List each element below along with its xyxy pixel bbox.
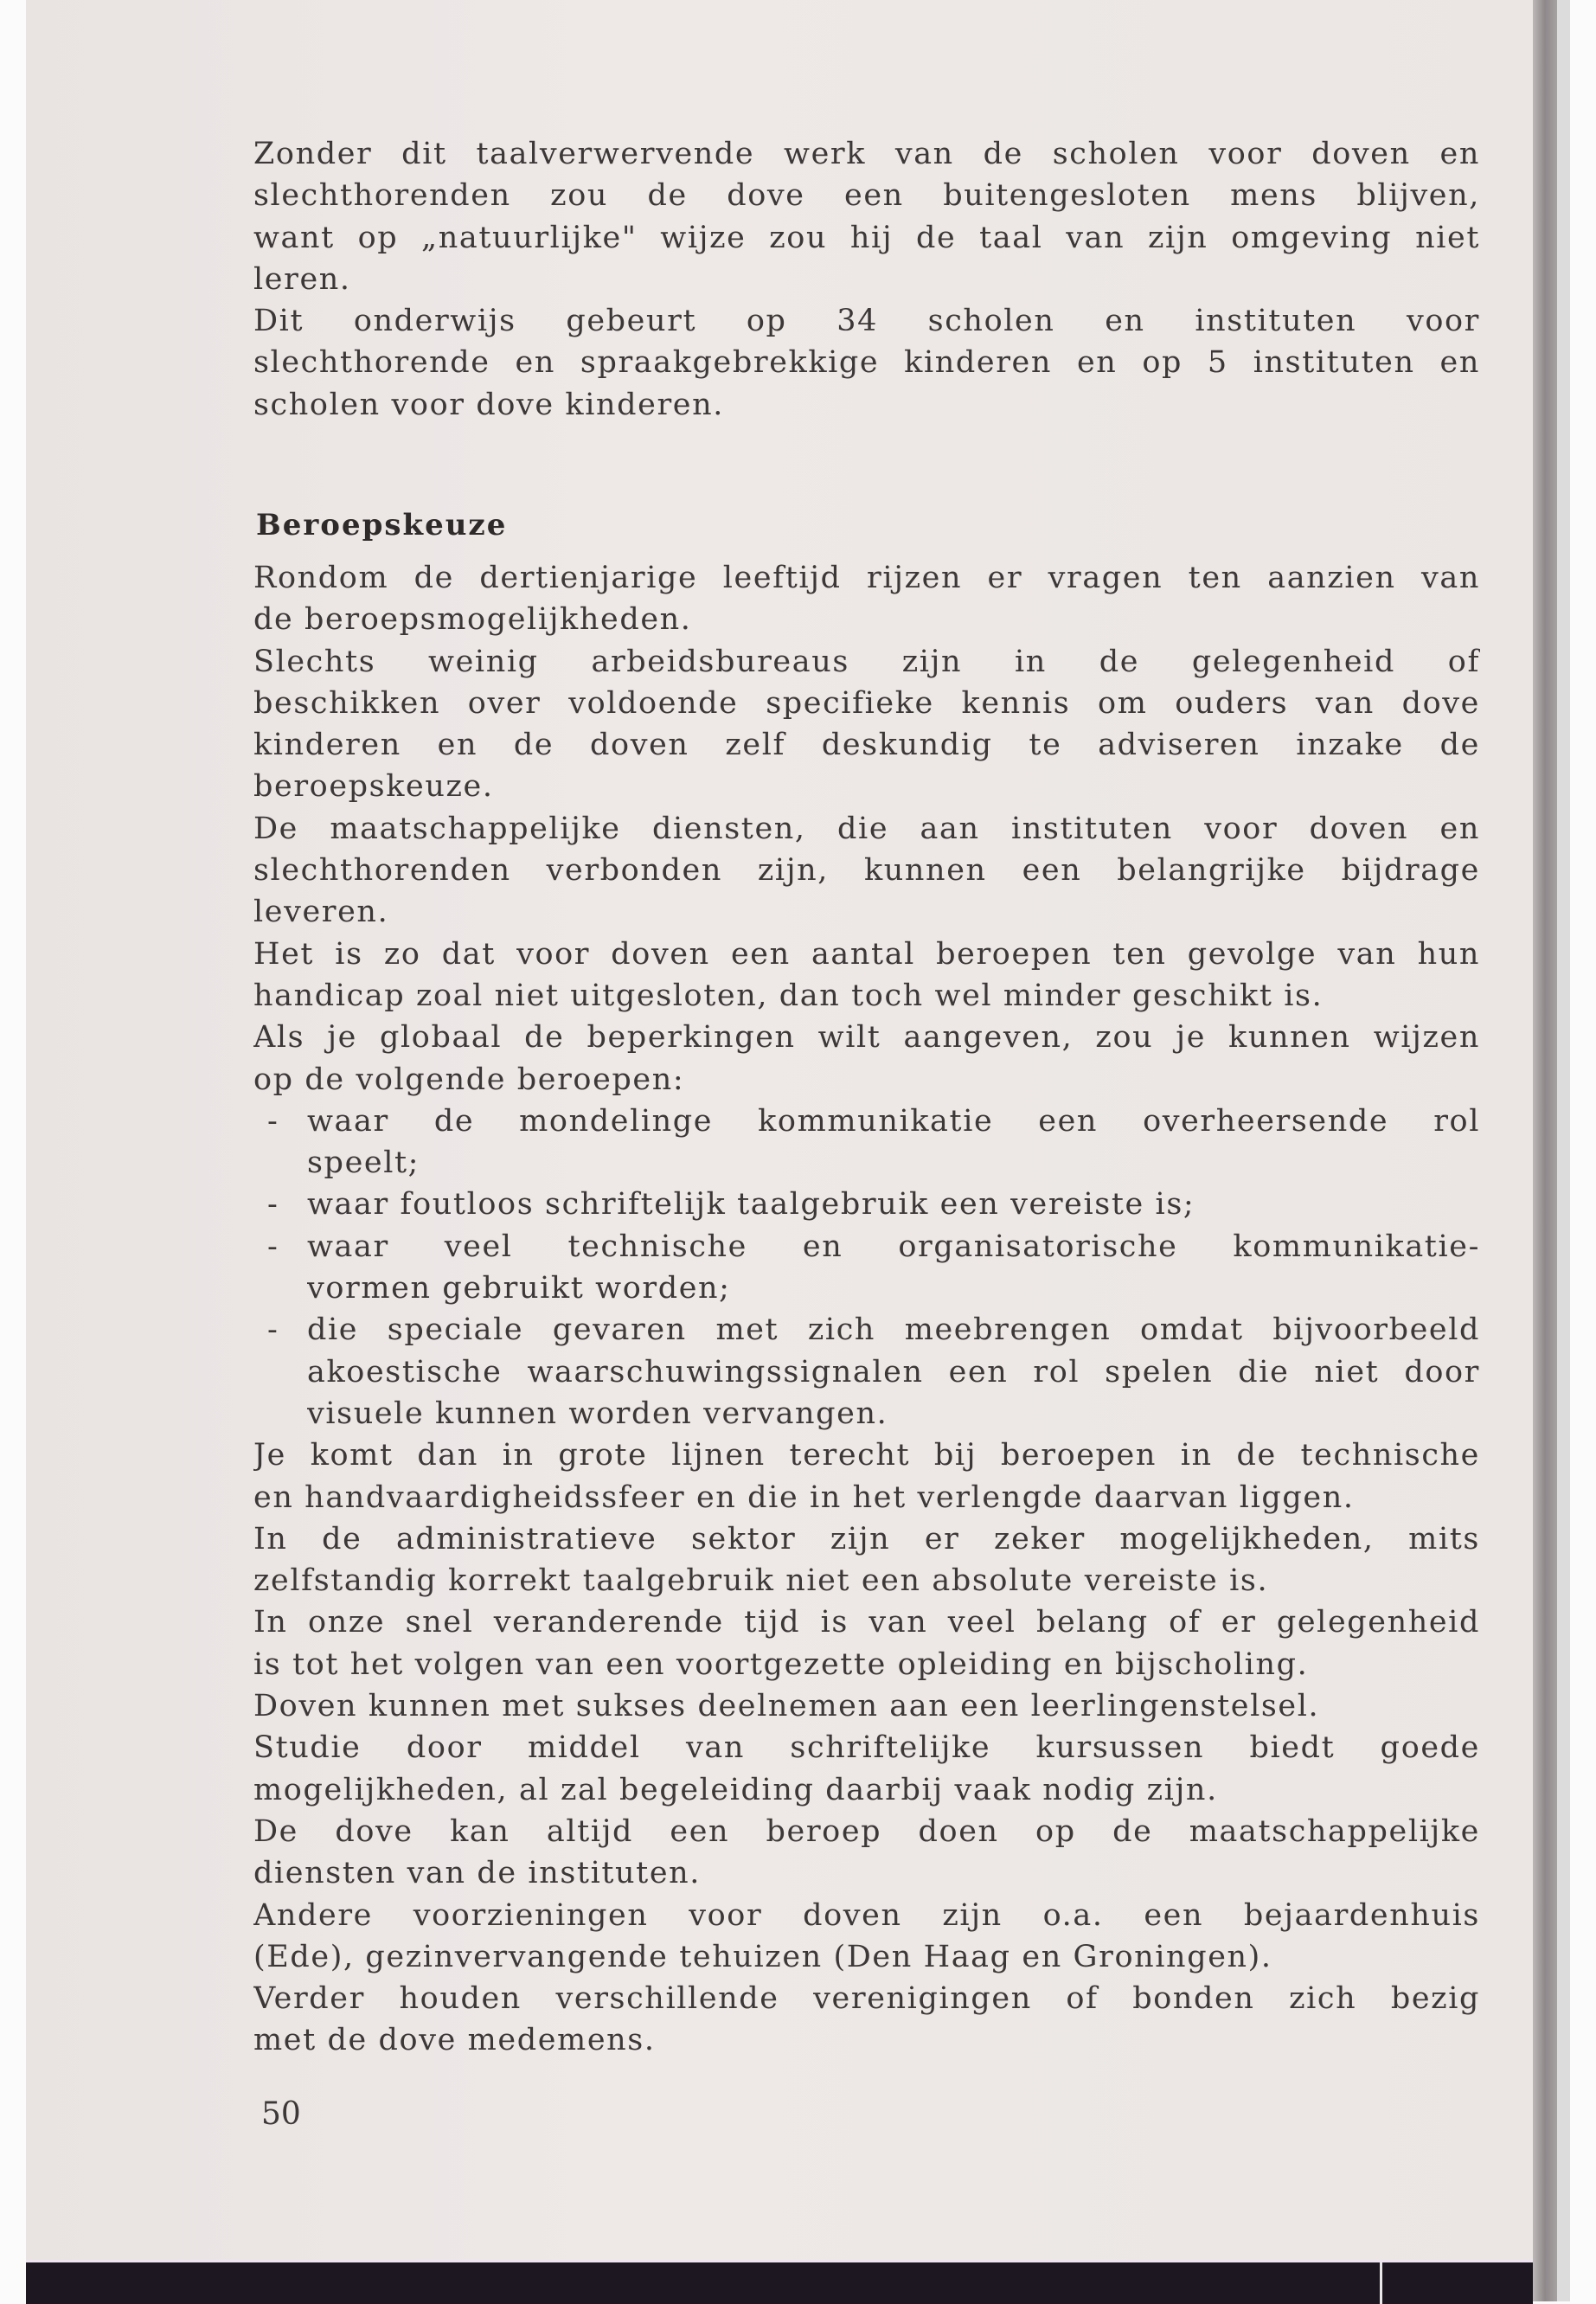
- dark-background-strip: [26, 2260, 1533, 2304]
- text-line: slechthorenden zou de dove een buitengesloten mens blijven,: [253, 178, 1480, 214]
- text-line: diensten van de instituten.: [253, 1856, 702, 1891]
- text-line: De dove kan altijd een beroep doen op de maatschappelijke: [253, 1813, 1480, 1849]
- text-line: Andere voorzieningen voor doven zijn o.a. een bejaardenhuis: [253, 1897, 1480, 1933]
- text-line: akoestische waarschuwingssignalen een rol spelen die niet door: [307, 1354, 1480, 1389]
- text-line: leren.: [253, 261, 351, 297]
- text-line: In de administratieve sektor zijn er zeker mogelijkheden, mits: [253, 1521, 1480, 1556]
- text-line: Rondom de dertienjarige leeftijd rijzen er vragen ten aanzien van: [253, 561, 1480, 595]
- text-line: Dit onderwijs gebeurt op 34 scholen en instituten voor: [253, 304, 1480, 339]
- bullet-dash: -: [267, 1103, 279, 1139]
- text-line: Verder houden verschillende verenigingen of bonden zich bezig: [253, 1981, 1480, 2017]
- text-line: Studie door middel van schriftelijke kursussen biedt goede: [253, 1730, 1480, 1766]
- paragraph: [253, 1685, 1480, 1727]
- text-line: De maatschappelijke diensten, die aan instituten voor doven en: [253, 811, 1480, 846]
- bullet-item: [253, 1309, 1480, 1434]
- paragraph: [253, 641, 1480, 808]
- text-line: vormen gebruikt worden;: [307, 1271, 731, 1306]
- paragraph: [253, 1518, 1480, 1602]
- section-heading: Beroepskeuze: [256, 508, 508, 542]
- text-line: slechthorenden verbonden zijn, kunnen een belangrijke bijdrage: [253, 853, 1480, 889]
- paragraph: [253, 1811, 1480, 1895]
- body-text: [253, 557, 1480, 2062]
- text-line: op de volgende beroepen:: [253, 1062, 685, 1097]
- bullet-item: [253, 1101, 1480, 1184]
- text-line: Je komt dan in grote lijnen terecht bij beroepen in de technische: [253, 1438, 1480, 1473]
- paragraph: [253, 934, 1480, 1017]
- paragraph: [253, 1895, 1480, 1979]
- bullet-dash: -: [267, 1312, 279, 1348]
- text-line: beroepskeuze.: [253, 769, 494, 805]
- text-line: waar veel technische en organisatorische kommunikatie-: [307, 1229, 1480, 1264]
- text-line: scholen voor dove kinderen.: [253, 387, 724, 422]
- paragraph: [253, 300, 1480, 426]
- paragraph: [253, 1434, 1480, 1518]
- paragraph: [253, 1727, 1480, 1811]
- page-number: 50: [261, 2096, 301, 2132]
- text-line: en handvaardigheidssfeer en die in het verlengde daarvan liggen.: [253, 1479, 1355, 1515]
- text-line: handicap zoal niet uitgesloten, dan toch wel minder geschikt is.: [253, 978, 1324, 1013]
- bullet-item: [253, 1184, 1480, 1225]
- paragraph: [253, 1978, 1480, 2062]
- paragraph: [253, 133, 1480, 300]
- text-line: Als je globaal de beperkingen wilt aangeven, zou je kunnen wijzen: [253, 1020, 1480, 1056]
- text-line: is tot het volgen van een voortgezette opleiding en bijscholing.: [253, 1646, 1309, 1682]
- paragraph: [253, 1017, 1480, 1101]
- text-line: mogelijkheden, al zal begeleiding daarbij vaak nodig zijn.: [253, 1772, 1218, 1807]
- text-line: leveren.: [253, 895, 389, 930]
- bullet-dash: -: [267, 1187, 279, 1223]
- text-line: (Ede), gezinvervangende tehuizen (Den Haag en Groningen).: [253, 1939, 1272, 1974]
- text-line: beschikken over voldoende specifieke kennis om ouders van dove: [253, 685, 1480, 721]
- text-line: waar foutloos schriftelijk taalgebruik een vereiste is;: [307, 1187, 1195, 1223]
- intro-text: [253, 133, 1480, 426]
- paragraph: [253, 1601, 1480, 1685]
- light-streak: [1380, 2262, 1382, 2304]
- text-line: visuele kunnen worden vervangen.: [307, 1396, 888, 1431]
- bullet-dash: -: [267, 1229, 279, 1264]
- text-line: Zonder dit taalverwervende werk van de scholen voor doven en: [253, 137, 1480, 171]
- bullet-item: [253, 1226, 1480, 1310]
- text-line: Doven kunnen met sukses deelnemen aan een leerlingenstelsel.: [253, 1689, 1320, 1724]
- text-line: Slechts weinig arbeidsbureaus zijn in de gelegenheid of: [253, 644, 1480, 679]
- text-line: Het is zo dat voor doven een aantal beroepen ten gevolge van hun: [253, 936, 1480, 972]
- text-line: speelt;: [307, 1146, 420, 1181]
- text-line: waar de mondelinge kommunikatie een overheersende rol: [307, 1103, 1480, 1139]
- paragraph: [253, 808, 1480, 934]
- book-spine: [1533, 0, 1557, 2301]
- text-line: slechthorende en spraakgebrekkige kinderen en op 5 instituten en: [253, 345, 1480, 381]
- text-line: de beroepsmogelijkheden.: [253, 602, 692, 638]
- paragraph: [253, 557, 1480, 641]
- text-line: kinderen en de doven zelf deskundig te adviseren inzake de: [253, 728, 1480, 763]
- text-line: In onze snel veranderende tijd is van veel belang of er gelegenheid: [253, 1605, 1480, 1640]
- text-line: die speciale gevaren met zich meebrengen omdat bijvoorbeeld: [307, 1312, 1480, 1348]
- page-edge: [1557, 0, 1570, 2301]
- text-line: want op „natuurlijke" wijze zou hij de taal van zijn omgeving niet: [253, 220, 1480, 255]
- text-line: met de dove medemens.: [253, 2023, 656, 2058]
- text-line: zelfstandig korrekt taalgebruik niet een absolute vereiste is.: [253, 1563, 1269, 1599]
